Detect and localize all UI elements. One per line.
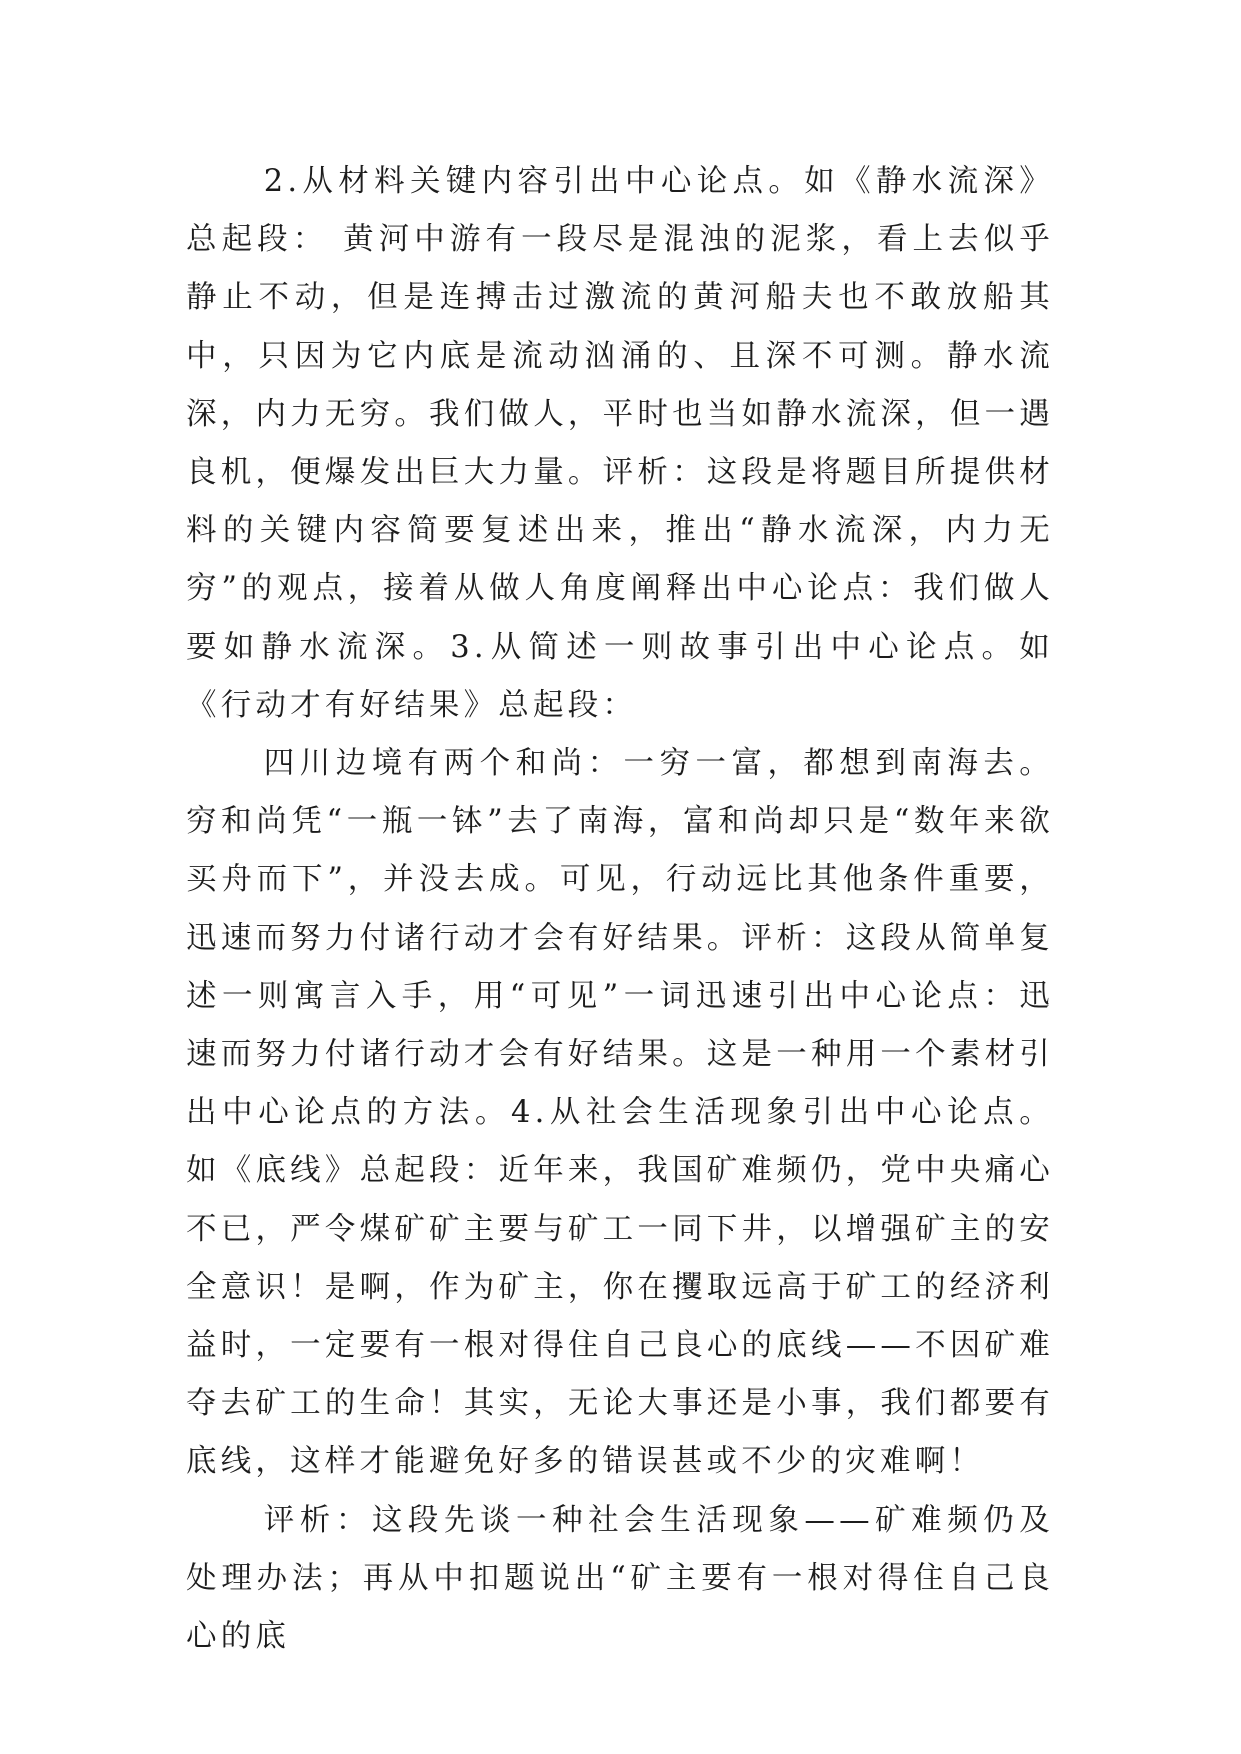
paragraph-monk-story: 四川边境有两个和尚：一穷一富，都想到南海去。穷和尚凭“一瓶一钵”去了南海，富和尚却只是“数年来欲买舟而下”，并没去成。可见，行动远比其他条件重要，迅速而努力付诸行动才会有好结果。评析：这段从简单复述一则寓言入手，用“可见”一词迅速引出中心论点：迅速而努力付诸行动才会有好结果。这是一种用一个素材引出中心论点的方法。4.从社会生活现象引出中心论点。如《底线》总起段：近年来，我国矿难频仍，党中央痛心不已，严令煤矿矿主要与矿工一同下井，以增强矿主的安全意识！是啊，作为矿主，你在攫取远高于矿工的经济利益时，一定要有一根对得住自己良心的底线——不因矿难夺去矿工的生命！其实，无论大事还是小事，我们都要有底线，这样才能避免好多的错误甚或不少的灾难啊！	[186, 746, 1054, 1480]
document-body	[186, 153, 1054, 1666]
paragraph-material-key-content: 2.从材料关键内容引出中心论点。如《静水流深》总起段： 黄河中游有一段尽是混浊的泥浆，看上去似乎静止不动，但是连搏击过激流的黄河船夫也不敢放船其中，只因为它内底是流动汹涌的、且深不可测。静水流深，内力无穷。我们做人，平时也当如静水流深，但一遇良机，便爆发出巨大力量。评析：这段是将题目所提供材料的关键内容简要复述出来，推出“静水流深，内力无穷”的观点，接着从做人角度阐释出中心论点：我们做人要如静水流深。3.从简述一则故事引出中心论点。如《行动才有好结果》总起段：	[186, 164, 1054, 723]
paragraph-analysis: 评析：这段先谈一种社会生活现象——矿难频仍及处理办法；再从中扣题说出“矿主要有一根对得住自己良心的底	[186, 1502, 1054, 1655]
